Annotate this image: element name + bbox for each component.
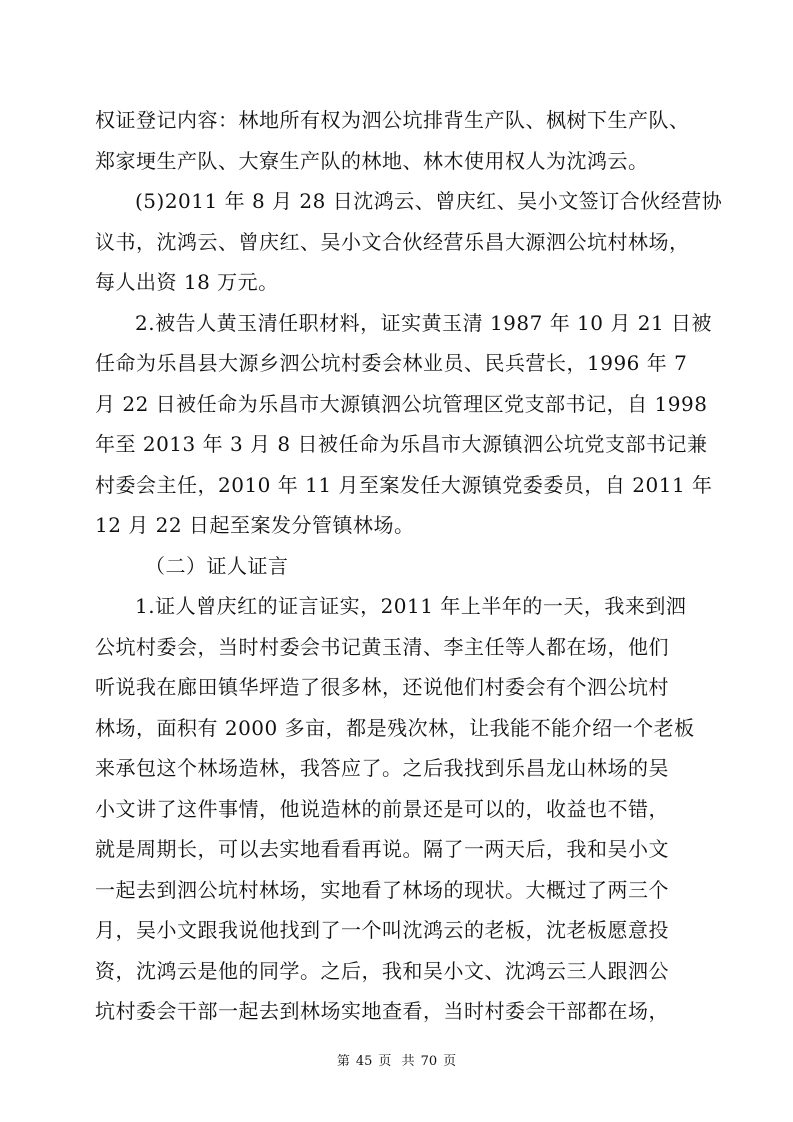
page-number: 45 bbox=[355, 1054, 373, 1069]
text-line: 就是周期长，可以去实地看看再说。隔了一两天后，我和吴小文 bbox=[95, 837, 669, 861]
text-line: 12 月 22 日起至案发分管镇林场。 bbox=[95, 513, 415, 537]
text-line: 来承包这个林场造林，我答应了。之后我找到乐昌龙山林场的吴 bbox=[95, 756, 669, 780]
total-label-suffix: 页 bbox=[443, 1054, 457, 1069]
text-line: 每人出资 18 万元。 bbox=[95, 270, 279, 294]
text-line: 一起去到泗公坑村林场，实地看了林场的现状。大概过了两三个 bbox=[95, 877, 669, 902]
text-line: 月 22 日被任命为乐昌市大源镇泗公坑管理区党支部书记，自 1998 bbox=[95, 391, 708, 416]
text-line: 林场，面积有 2000 多亩，都是残次林，让我能不能介绍一个老板 bbox=[95, 715, 695, 740]
total-label-prefix: 共 bbox=[401, 1054, 415, 1069]
text-line: 任命为乐昌县大源乡泗公坑村委会林业员、民兵营长，1996 年 7 bbox=[95, 351, 688, 375]
page-label-prefix: 第 bbox=[336, 1054, 350, 1069]
document-body bbox=[95, 100, 723, 1032]
total-pages: 70 bbox=[420, 1054, 438, 1069]
text-line: 公坑村委会，当时村委会书记黄玉清、李主任等人都在场，他们 bbox=[95, 634, 669, 659]
text-line: 小文讲了这件事情，他说造林的前景还是可以的，收益也不错， bbox=[95, 796, 669, 821]
page-footer bbox=[0, 1050, 793, 1069]
text-line: 村委会主任，2010 年 11 月至案发任大源镇党委委员，自 2011 年 bbox=[95, 472, 713, 497]
text-line: 2.被告人黄玉清任职材料，证实黄玉清 1987 年 10 月 21 日被 bbox=[135, 310, 713, 335]
text-line: 听说我在廊田镇华坪造了很多林，还说他们村委会有个泗公坑村 bbox=[95, 675, 669, 699]
text-line: 郑家埂生产队、大寮生产队的林地、林木使用权人为沈鸿云。 bbox=[95, 148, 649, 173]
page-label-mid: 页 bbox=[378, 1054, 392, 1069]
text-line: 资，沈鸿云是他的同学。之后，我和吴小文、沈鸿云三人跟泗公 bbox=[95, 958, 669, 983]
section-heading: （二）证人证言 bbox=[145, 553, 289, 578]
text-line: 议书，沈鸿云、曾庆红、吴小文合伙经营乐昌大源泗公坑村林场， bbox=[95, 229, 690, 254]
text-line: 坑村委会干部一起去到林场实地查看，当时村委会干部都在场， bbox=[95, 999, 669, 1023]
text-line: 权证登记内容：林地所有权为泗公坑排背生产队、枫树下生产队、 bbox=[95, 108, 690, 132]
text-line: 年至 2013 年 3 月 8 日被任命为乐昌市大源镇泗公坑党支部书记兼 bbox=[95, 432, 708, 456]
text-line: 1.证人曾庆红的证言证实，2011 年上半年的一天，我来到泗 bbox=[135, 594, 687, 618]
text-line: (5)2011 年 8 月 28 日沈鸿云、曾庆红、吴小文签订合伙经营协 bbox=[135, 189, 723, 213]
text-line: 月，吴小文跟我说他找到了一个叫沈鸿云的老板，沈老板愿意投 bbox=[95, 918, 669, 942]
